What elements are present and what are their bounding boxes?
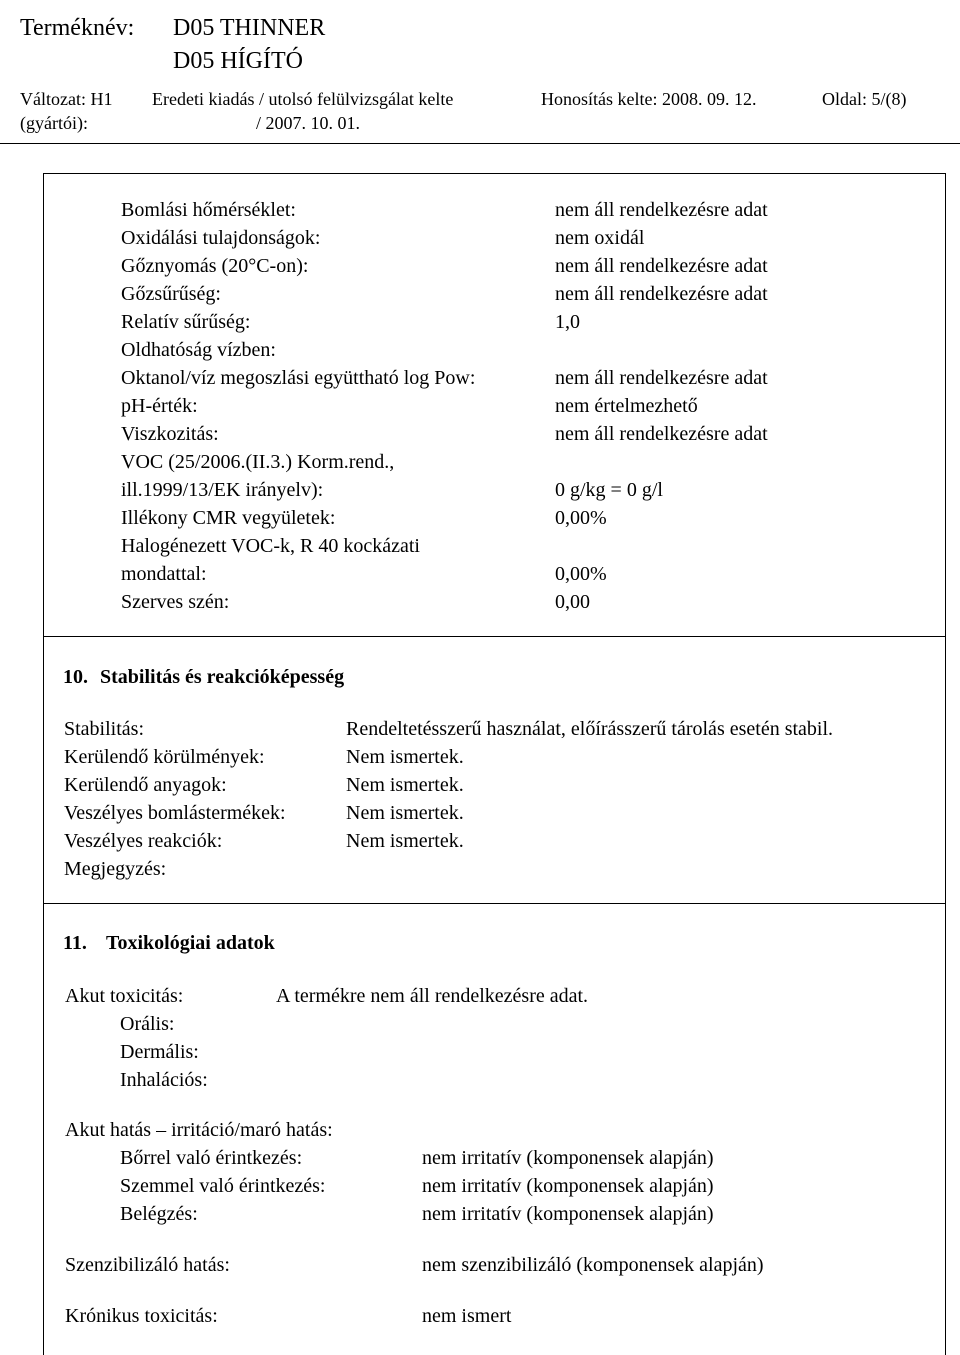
skin-contact-label: Bőrrel való érintkezés: — [120, 1147, 303, 1169]
issue-date-line1: Eredeti kiadás / utolsó felülvizsgálat kelte — [152, 89, 454, 109]
inhalation-label: Inhalációs: — [120, 1069, 208, 1091]
stability-value: Nem ismertek. — [346, 774, 464, 796]
frame-top-border — [43, 173, 946, 174]
property-label: mondattal: — [121, 563, 207, 585]
version: Változat: H1 — [20, 89, 113, 109]
property-value: nem áll rendelkezésre adat — [555, 255, 768, 277]
acute-effect-label: Akut hatás – irritáció/maró hatás: — [65, 1119, 333, 1141]
stability-label: Megjegyzés: — [64, 858, 167, 880]
stability-label: Kerülendő körülmények: — [64, 746, 265, 768]
frame-left-border — [43, 173, 44, 1355]
section10-title: Stabilitás és reakcióképesség — [100, 666, 345, 688]
product-name-hu: D05 HÍGÍTÓ — [173, 48, 303, 74]
property-value: 0,00 — [555, 591, 590, 613]
section-divider — [43, 903, 946, 904]
property-label: Gőzsűrűség: — [121, 283, 221, 305]
frame-right-border — [945, 173, 946, 1355]
stability-label: Stabilitás: — [64, 718, 144, 740]
property-label: Oktanol/víz megoszlási együttható log Pow: — [121, 367, 476, 389]
section10-number: 10. — [63, 666, 88, 688]
section11-title: Toxikológiai adatok — [106, 932, 275, 954]
eye-contact-value: nem irritatív (komponensek alapján) — [422, 1175, 714, 1197]
sensitization-value: nem szenzibilizáló (komponensek alapján) — [422, 1254, 764, 1276]
stability-value: Nem ismertek. — [346, 830, 464, 852]
issue-date-label2: (gyártói): — [20, 113, 88, 133]
property-label: Relatív sűrűség: — [121, 311, 251, 333]
property-value: 0,00% — [555, 507, 607, 529]
stability-value: Rendeltetésszerű használat, előírásszerű tárolás esetén stabil. — [346, 718, 834, 740]
product-label: Terméknév: — [20, 15, 135, 41]
property-label: VOC (25/2006.(II.3.) Korm.rend., — [121, 451, 395, 473]
page-number: Oldal: 5/(8) — [822, 89, 907, 109]
property-value: 0 g/kg = 0 g/l — [555, 479, 663, 501]
section-divider — [43, 636, 946, 637]
dermal-label: Dermális: — [120, 1041, 199, 1063]
property-value: 0,00% — [555, 563, 607, 585]
localization-date: Honosítás kelte: 2008. 09. 12. — [541, 89, 757, 109]
sensitization-label: Szenzibilizáló hatás: — [65, 1254, 230, 1276]
header-divider — [0, 143, 960, 144]
product-name-en: D05 THINNER — [173, 15, 326, 41]
property-label: Illékony CMR vegyületek: — [121, 507, 336, 529]
property-value: nem áll rendelkezésre adat — [555, 199, 768, 221]
eye-contact-label: Szemmel való érintkezés: — [120, 1175, 326, 1197]
stability-value: Nem ismertek. — [346, 802, 464, 824]
inhalation-effect-value: nem irritatív (komponensek alapján) — [422, 1203, 714, 1225]
chronic-toxicity-value: nem ismert — [422, 1305, 512, 1327]
section11-number: 11. — [63, 932, 87, 954]
inhalation-effect-label: Belégzés: — [120, 1203, 198, 1225]
stability-label: Kerülendő anyagok: — [64, 774, 227, 796]
property-label: pH-érték: — [121, 395, 198, 417]
skin-contact-value: nem irritatív (komponensek alapján) — [422, 1147, 714, 1169]
property-value: 1,0 — [555, 311, 580, 333]
property-label: ill.1999/13/EK irányelv): — [121, 479, 324, 501]
chronic-toxicity-label: Krónikus toxicitás: — [65, 1305, 218, 1327]
property-value: nem áll rendelkezésre adat — [555, 283, 768, 305]
oral-label: Orális: — [120, 1013, 175, 1035]
acute-toxicity-label: Akut toxicitás: — [65, 985, 184, 1007]
property-value: nem oxidál — [555, 227, 645, 249]
issue-date-value: / 2007. 10. 01. — [256, 113, 361, 133]
acute-toxicity-value: A termékre nem áll rendelkezésre adat. — [276, 985, 589, 1007]
property-label: Oldhatóság vízben: — [121, 339, 276, 361]
property-label: Bomlási hőmérséklet: — [121, 199, 296, 221]
property-value: nem áll rendelkezésre adat — [555, 367, 768, 389]
property-label: Oxidálási tulajdonságok: — [121, 227, 321, 249]
property-label: Halogénezett VOC-k, R 40 kockázati — [121, 535, 420, 557]
stability-label: Veszélyes reakciók: — [64, 830, 223, 852]
stability-label: Veszélyes bomlástermékek: — [64, 802, 286, 824]
property-label: Viszkozitás: — [121, 423, 219, 445]
property-label: Szerves szén: — [121, 591, 230, 613]
property-value: nem áll rendelkezésre adat — [555, 423, 768, 445]
property-label: Gőznyomás (20°C-on): — [121, 255, 309, 277]
property-value: nem értelmezhető — [555, 395, 698, 417]
stability-value: Nem ismertek. — [346, 746, 464, 768]
